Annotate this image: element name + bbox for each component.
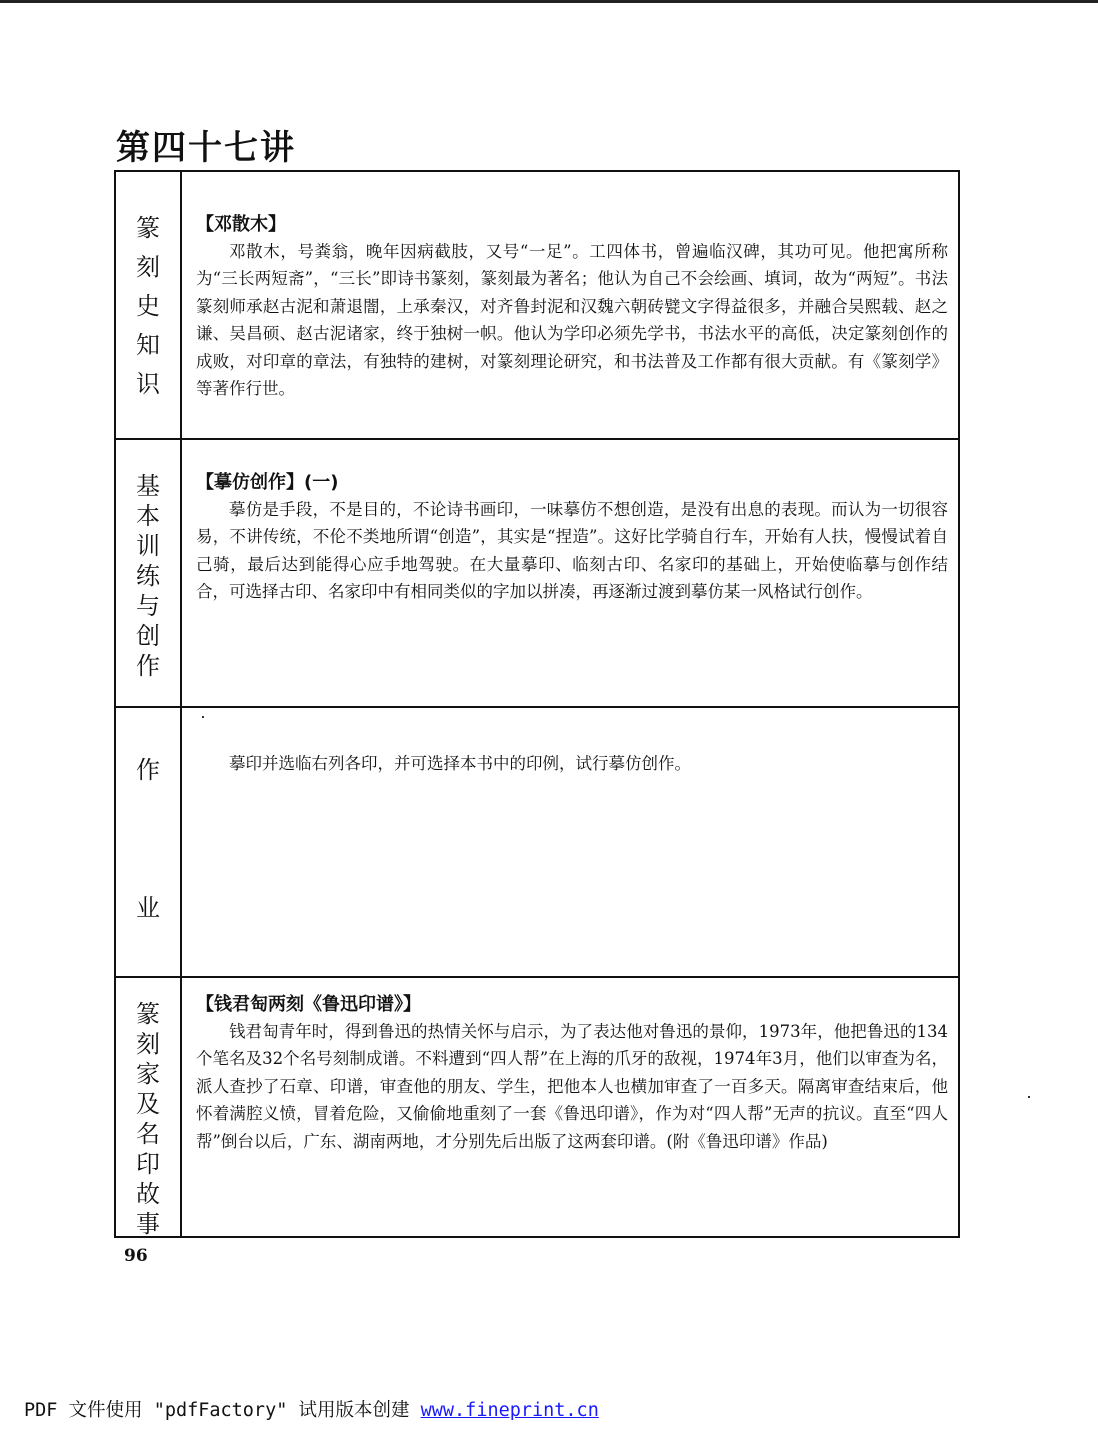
section-text: 邓散木，号粪翁，晚年因病截肢，又号“一足”。工四体书，曾遍临汉碑，其功可见。他把寓所称为“三长两短斋”，“三长”即诗书篆刻，篆刻最为著名；他认为自己不会绘画、填词，故为“两短”。书法篆刻师承赵古泥和萧退闇，上承秦汉，对齐鲁封泥和汉魏六朝砖甓文字得益很多，并融合吴熙载、赵之谦、吴昌硕、赵古泥诸家，终于独树一帜。他认为学印必须先学书，书法水平的高低，决定篆刻创作的成败，对印章的章法，有独特的建树，对篆刻理论研究，和书法普及工作都有很大贡献。有《篆刻学》等著作行世。 [196,242,948,399]
vertical-label-char: 名 [136,1120,160,1148]
row-body-homework [196,750,948,777]
footer-note [24,1396,599,1422]
table-row-homework [116,708,958,978]
vertical-label-char: 知 [136,331,160,359]
vertical-label-char: 作 [136,652,160,680]
vertical-label-char: 刻 [136,253,160,281]
row-body-history [196,212,948,402]
vertical-label-char: 篆 [136,1000,160,1028]
vertical-label-char: 本 [136,502,160,530]
homework-label-top: 作 [136,756,160,784]
vertical-label-char: 印 [136,1150,160,1178]
scan-speck [202,716,204,718]
row-body-stories [196,992,948,1155]
row-label-stories [116,978,182,1236]
vertical-label [136,216,160,396]
homework-label-bottom: 业 [136,894,160,922]
vertical-label [136,474,160,678]
vertical-label-char: 练 [136,562,160,590]
section-heading: 【钱君匋两刻《鲁迅印谱》】 [196,994,421,1015]
top-rule [0,0,1098,3]
vertical-label-char: 刻 [136,1030,160,1058]
lecture-title: 第四十七讲 [116,128,296,168]
section-heading: 【邓散木】 [196,214,286,235]
section-text: 摹印并选临右列各印，并可选择本书中的印例，试行摹仿创作。 [229,754,691,773]
table-row-training [116,440,958,708]
section-heading: 【摹仿创作】(一) [196,472,339,493]
vertical-label-char: 识 [136,370,160,398]
vertical-label-char: 事 [136,1210,160,1238]
lesson-table [114,170,960,1238]
row-label-history [116,172,182,438]
scan-speck [1028,1096,1030,1098]
row-body-training [196,470,948,606]
vertical-label-char: 篆 [136,214,160,242]
footer-link[interactable]: www.fineprint.cn [420,1400,599,1421]
section-text: 钱君匋青年时，得到鲁迅的热情关怀与启示，为了表达他对鲁迅的景仰，1973年，他把鲁迅的134个笔名及32个名号刻制成谱。不料遭到“四人帮”在上海的爪牙的敌视，1974年3月，他们以审查为名，派人查抄了石章、印谱，审查他的朋友、学生，把他本人也横加审查了一百多天。隔离审查结束后，他怀着满腔义愤，冒着危险，又偷偷地重刻了一套《鲁迅印谱》，作为对“四人帮”无声的抗议。直至“四人帮”倒台以后，广东、湖南两地，才分别先后出版了这两套印谱。(附《鲁迅印谱》作品) [196,1022,948,1151]
vertical-label-char: 与 [136,592,160,620]
vertical-label-char: 家 [136,1060,160,1088]
vertical-label [136,1002,160,1236]
table-row-history [116,172,958,440]
section-text: 摹仿是手段，不是目的，不论诗书画印，一味摹仿不想创造，是没有出息的表现。而认为一切很容易，不讲传统，不伦不类地所谓“创造”，其实是“捏造”。这好比学骑自行车，开始有人扶，慢慢试着自己骑，最后达到能得心应手地驾驶。在大量摹印、临刻古印、名家印的基础上，开始使临摹与创作结合，可选择古印、名家印中有相同类似的字加以拼凑，再逐渐过渡到摹仿某一风格试行创作。 [196,500,948,602]
vertical-label-char: 创 [136,622,160,650]
table-row-stories [116,978,958,1236]
vertical-label-char: 训 [136,532,160,560]
vertical-label-char: 及 [136,1090,160,1118]
vertical-label-char: 故 [136,1180,160,1208]
vertical-label-char: 基 [136,472,160,500]
row-label-homework [116,708,182,976]
vertical-label-char: 史 [136,292,160,320]
footer-text: PDF 文件使用 "pdfFactory" 试用版本创建 [24,1400,421,1421]
page-number: 96 [124,1246,148,1266]
row-label-training [116,440,182,706]
